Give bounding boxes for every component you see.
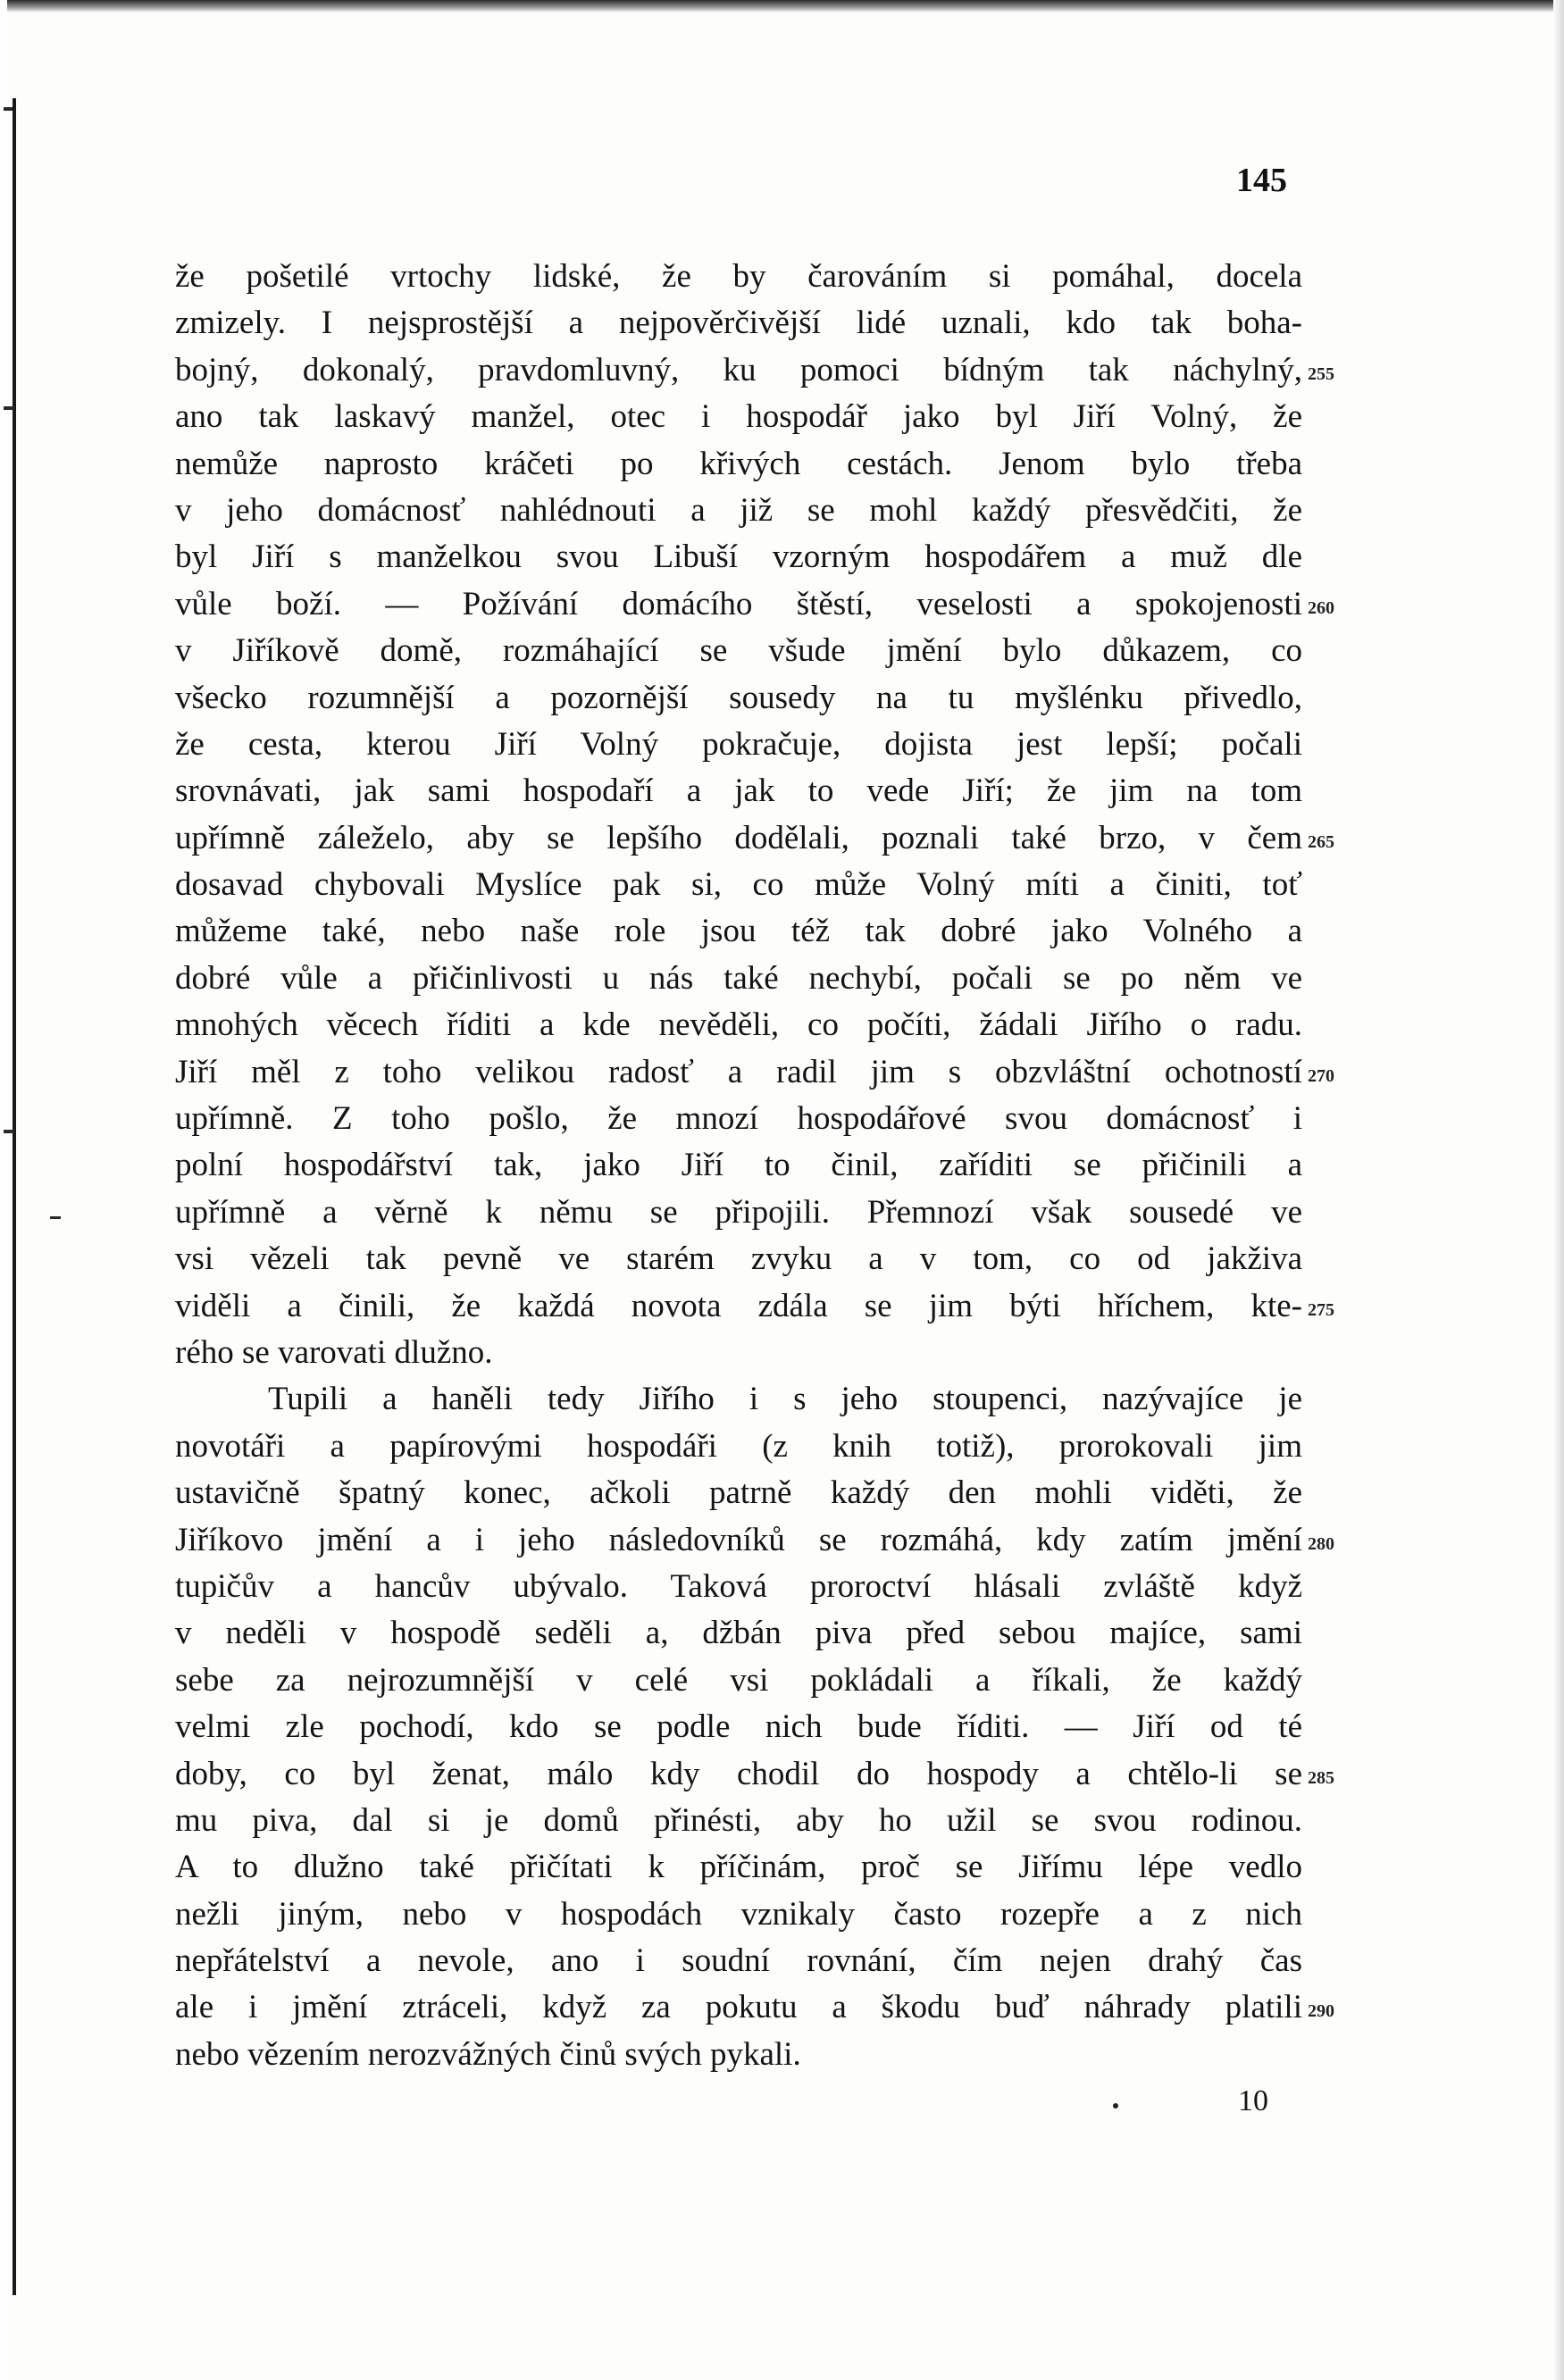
text-line: [175, 1658, 1302, 1704]
text-line: [175, 675, 1302, 722]
text-line-content: že cesta, kterou Jiří Volný pokračuje, dojista jest lepší; počali: [175, 725, 1302, 763]
text-line-content: upřímně. Z toho pošlo, že mnozí hospodářové svou domácnosť i: [175, 1100, 1302, 1138]
line-number-margin: 285: [1308, 1767, 1334, 1788]
text-line: [175, 1190, 1302, 1236]
text-line-content: dobré vůle a přičinlivosti u nás také nechybí, počali se po něm ve: [175, 959, 1302, 997]
text-line: [175, 1470, 1302, 1516]
line-number-margin: 265: [1308, 831, 1334, 852]
text-line: [175, 441, 1302, 488]
text-line-content: byl Jiří s manželkou svou Libuší vzorným hospodářem a muž dle: [175, 539, 1302, 576]
text-line-content: ustavičně špatný konec, ačkoli patrně každý den mohli viděti, že: [175, 1474, 1302, 1512]
text-line: [175, 1330, 1302, 1376]
text-line-content: můžeme také, nebo naše role jsou též tak dobré jako Volného a: [175, 913, 1302, 950]
text-line: [175, 1002, 1302, 1048]
text-line-content: vůle boží. — Požívání domácího štěstí, veselosti a spokojenosti: [175, 585, 1302, 622]
line-number-margin: 255: [1308, 363, 1334, 384]
text-line-content: polní hospodářství tak, jako Jiří to činil, zaříditi se přičinili a: [175, 1147, 1302, 1184]
text-line-content: bojný, dokonalý, pravdomluvný, ku pomoci bídným tak náchylný,: [175, 351, 1302, 388]
line-number-margin: 270: [1308, 1065, 1334, 1086]
text-line: [175, 1283, 1334, 1330]
text-line: [175, 815, 1334, 862]
text-line-content: upřímně záleželo, aby se lepšího dodělali, poznali také brzo, v čem: [175, 819, 1302, 856]
text-line: [175, 300, 1302, 347]
text-line: [175, 1891, 1302, 1938]
text-line-content: novotáři a papírovými hospodáři (z knih totiž), prorokovali jim: [175, 1427, 1302, 1465]
signature-mark: 10: [1238, 2084, 1268, 2117]
text-line: [175, 1142, 1302, 1189]
text-line: [175, 1751, 1334, 1798]
line-number-margin: 290: [1308, 2001, 1334, 2022]
text-line-content: v neděli v hospodě seděli a, džbán piva před sebou majíce, sami: [175, 1615, 1302, 1652]
text-line: [175, 1096, 1302, 1142]
text-line-content: že pošetilé vrtochy lidské, že by čarováním si pomáhal, docela: [175, 258, 1302, 295]
text-line-content: dosavad chybovali Myslíce pak si, co může Volný míti a činiti, toť: [175, 866, 1302, 904]
text-line: [175, 1564, 1302, 1610]
text-line-content: v Jiříkově domě, rozmáhající se všude jmění bylo důkazem, co: [175, 632, 1302, 670]
text-line: [175, 1424, 1302, 1470]
text-line-content: všecko rozumnější a pozornější sousedy na tu myšlénku přivedlo,: [175, 679, 1302, 716]
stray-dot: [1113, 2103, 1118, 2109]
scan-edge-top: [0, 0, 1564, 13]
text-line: [175, 722, 1302, 768]
line-number-margin: 280: [1308, 1533, 1334, 1554]
text-line: [175, 628, 1302, 674]
text-line-content: mu piva, dal si je domů přinésti, aby ho užil se svou rodinou.: [175, 1801, 1302, 1839]
text-line-content: Jiříkovo jmění a i jeho následovníků se rozmáhá, kdy zatím jmění: [175, 1521, 1302, 1558]
text-line: [175, 908, 1302, 955]
text-line: [175, 1517, 1334, 1564]
text-line-content: vsi vězeli tak pevně ve starém zvyku a v tom, co od jakživa: [175, 1240, 1302, 1278]
body-text: [175, 254, 1334, 2078]
text-line: [175, 1798, 1302, 1844]
text-line-content: upřímně a věrně k němu se připojili. Přemnozí však sousedé ve: [175, 1193, 1302, 1231]
text-line: [175, 254, 1302, 300]
text-line-content: A to dlužno také přičítati k příčinám, proč se Jiřímu lépe vedlo: [175, 1849, 1302, 1886]
text-line-content: ale i jmění ztráceli, když za pokutu a škodu buď náhrady platili: [175, 1989, 1302, 2026]
page-number: 145: [1236, 162, 1287, 199]
scan-mark: [50, 1216, 61, 1219]
text-line-content: nepřátelství a nevole, ano i soudní rovnání, čím nejen drahý čas: [175, 1942, 1302, 1980]
text-line-content: zmizely. I nejsprostější a nejpověrčivější lidé uznali, kdo tak boha-: [175, 305, 1302, 342]
text-line: [175, 1844, 1302, 1891]
text-line-content: Jiří měl z toho velikou radosť a radil jim s obzvláštní ochotností: [175, 1053, 1302, 1090]
scan-edge-left: [0, 0, 7, 2380]
text-line: [175, 1938, 1302, 1984]
text-line: [175, 1984, 1334, 2031]
text-line: [175, 1236, 1302, 1282]
text-line: [175, 2032, 1302, 2078]
text-line: [175, 534, 1302, 580]
text-line: [175, 1704, 1302, 1750]
text-line: [175, 1049, 1334, 1096]
scan-mark: [4, 107, 13, 111]
text-line: [175, 488, 1302, 534]
text-line: [175, 1610, 1302, 1657]
binding-edge-line: [13, 98, 16, 2295]
line-number-margin: 275: [1308, 1299, 1334, 1320]
text-line: [175, 862, 1302, 908]
line-number-margin: 260: [1308, 597, 1334, 618]
text-line: [175, 956, 1302, 1002]
scan-mark: [4, 1130, 14, 1133]
text-line-content: velmi zle pochodí, kdo se podle nich bude říditi. — Jiří od té: [175, 1708, 1302, 1746]
text-line-content: Tupili a haněli tedy Jiřího i s jeho stoupenci, nazývajíce je: [268, 1381, 1302, 1418]
scan-edge-right: [1553, 0, 1564, 2380]
text-line: [175, 768, 1302, 814]
text-line: [175, 347, 1334, 394]
text-line: [175, 581, 1334, 628]
text-line-content: sebe za nejrozumnější v celé vsi pokládali a říkali, že každý: [175, 1661, 1302, 1699]
text-line-content: rého se varovati dlužno.: [175, 1333, 493, 1371]
text-line-content: srovnávati, jak sami hospodaří a jak to vede Jiří; že jim na tom: [175, 772, 1302, 810]
text-line: [175, 394, 1302, 440]
text-line-content: nemůže naprosto kráčeti po křivých cestách. Jenom bylo třeba: [175, 445, 1302, 482]
text-line-content: nebo vězením nerozvážných činů svých pykali.: [175, 2035, 801, 2073]
text-line-content: ano tak laskavý manžel, otec i hospodář jako byl Jiří Volný, že: [175, 398, 1302, 436]
text-line-content: viděli a činili, že každá novota zdála se jim býti hříchem, kte-: [175, 1287, 1302, 1324]
text-line-content: tupičův a hancův ubývalo. Taková proroctví hlásali zvláště když: [175, 1567, 1302, 1605]
text-line: [175, 1376, 1302, 1423]
text-line-content: mnohých věcech říditi a kde nevěděli, co počíti, žádali Jiřího o radu.: [175, 1006, 1302, 1044]
text-line-content: nežli jiným, nebo v hospodách vznikaly často rozepře a z nich: [175, 1895, 1302, 1933]
text-line-content: v jeho domácnosť nahlédnouti a již se mohl každý přesvědčiti, že: [175, 491, 1302, 529]
text-line-content: doby, co byl ženat, málo kdy chodil do hospody a chtělo-li se: [175, 1755, 1302, 1792]
scan-mark: [4, 406, 14, 410]
